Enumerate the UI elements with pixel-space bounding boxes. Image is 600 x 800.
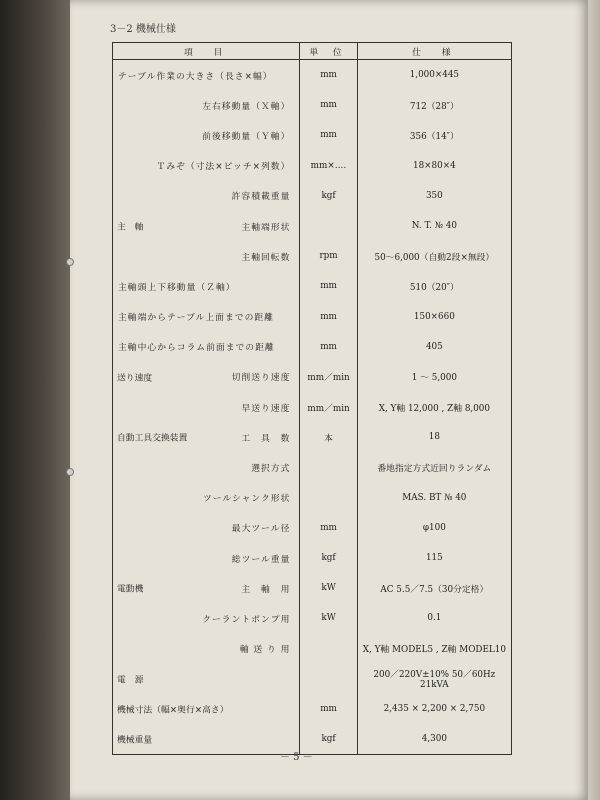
item-cell (113, 543, 300, 573)
spec-cell: 4,300 (421, 734, 447, 745)
column-header-spec: 仕 様 (357, 43, 511, 60)
table-row (113, 120, 512, 150)
unit-cell: mm (300, 60, 357, 91)
unit-cell: kW (300, 573, 357, 603)
binder-ring-icon (66, 258, 74, 266)
table-row (113, 362, 512, 392)
spec-cell: 510（20″） (409, 282, 459, 293)
table-row (113, 452, 512, 482)
table-row (113, 181, 512, 211)
item-label: 主軸端からテーブル上面までの距離 (118, 313, 274, 324)
spec-cell: 405 (425, 341, 443, 352)
spec-cell: 18×80×4 (412, 160, 456, 171)
table-row (113, 60, 512, 91)
item-cell (113, 60, 300, 91)
unit-cell: mm (300, 332, 357, 362)
item-cell (113, 241, 300, 271)
item-label: 早送り速度 (241, 403, 291, 414)
table-row (113, 603, 512, 633)
unit-cell: rpm (300, 241, 357, 271)
item-cell (113, 483, 300, 513)
unit-cell: mm (300, 120, 357, 150)
spec-cell: 350 (425, 190, 443, 201)
item-label: 許容積載重量 (231, 192, 291, 203)
unit-cell: kW (300, 603, 357, 633)
spec-cell: φ100 (422, 522, 446, 533)
spec-cell: 1,000×445 (409, 70, 460, 81)
binding-shadow (0, 0, 70, 800)
unit-cell (300, 211, 357, 241)
item-cell (113, 271, 300, 301)
table-header-row (113, 43, 512, 60)
spec-cell: MAS. BT № 40 (402, 492, 467, 503)
item-label: 軸 送 り 用 (239, 645, 291, 656)
table-row (113, 483, 512, 513)
item-label: 最大ツール径 (231, 524, 291, 535)
unit-cell (300, 483, 357, 513)
machine-spec-table (112, 42, 512, 755)
table-row (113, 332, 512, 362)
item-cell (113, 90, 300, 120)
spec-cell: X, Y軸 12,000 , Z軸 8,000 (378, 403, 491, 414)
unit-cell: mm×‥‥ (300, 151, 357, 181)
item-label: 主 軸 用 (241, 584, 291, 595)
table-row (113, 573, 512, 603)
unit-cell: mm (300, 302, 357, 332)
spec-cell: 18 (428, 432, 440, 443)
item-cell (113, 724, 300, 755)
unit-cell: kgf (300, 543, 357, 573)
table-row (113, 271, 512, 301)
group-label: 機械重量 (117, 735, 153, 746)
spec-cell: 356（14″） (409, 131, 459, 142)
spec-cell: 712（28″） (409, 101, 459, 112)
item-cell (113, 573, 300, 603)
item-cell (113, 392, 300, 422)
unit-cell (300, 664, 357, 694)
item-label: 主軸端形状 (241, 222, 291, 233)
table-row (113, 634, 512, 664)
spec-cell: X, Y軸 MODEL5 , Z軸 MODEL10 (362, 645, 506, 656)
spec-cell: N. T. № 40 (411, 221, 457, 232)
item-label: 工 具 数 (241, 433, 291, 444)
binder-ring-icon (66, 468, 74, 476)
table-row (113, 392, 512, 422)
item-cell (113, 452, 300, 482)
unit-cell: mm (300, 90, 357, 120)
spec-cell: 50～6,000（自動2段×無段） (374, 252, 495, 263)
spec-cell: 番地指定方式近回りランダム (377, 464, 492, 475)
item-cell (113, 513, 300, 543)
unit-cell: kgf (300, 724, 357, 755)
item-cell (113, 634, 300, 664)
unit-cell: kgf (300, 181, 357, 211)
unit-cell: 本 (300, 422, 357, 452)
page-stack-edge (588, 0, 600, 800)
table-row (113, 543, 512, 573)
item-label: 主軸回転数 (241, 252, 291, 263)
item-cell (113, 151, 300, 181)
spec-cell: AC 5.5／7.5（30分定格） (380, 584, 489, 595)
item-label: クーラントポンプ用 (202, 614, 291, 625)
group-label: 自動工具交換装置 (117, 433, 188, 444)
item-label: 総ツール重量 (231, 554, 291, 565)
item-label: 主軸頭上下移動量（Ｚ軸） (118, 282, 236, 293)
item-cell (113, 181, 300, 211)
unit-cell: mm (300, 271, 357, 301)
item-cell (113, 362, 300, 392)
table-row (113, 664, 512, 694)
item-label: 左右移動量（Ｘ軸） (202, 101, 291, 112)
item-cell (113, 302, 300, 332)
item-label: 前後移動量（Ｙ軸） (202, 131, 291, 142)
table-row (113, 241, 512, 271)
column-header-unit: 単 位 (300, 43, 357, 60)
item-label: ツールシャンク形状 (202, 494, 291, 505)
item-label: Ｔみぞ（寸法×ピッチ×列数） (156, 162, 291, 173)
item-cell (113, 694, 300, 724)
page-number: － 5 － (280, 752, 313, 763)
unit-cell: mm (300, 513, 357, 543)
item-label: テーブル作業の大きさ（長さ×幅） (118, 71, 273, 82)
table-row (113, 694, 512, 724)
table-row (113, 151, 512, 181)
group-label: 主 軸 (117, 222, 144, 233)
item-cell (113, 211, 300, 241)
table-row (113, 302, 512, 332)
unit-cell (300, 452, 357, 482)
item-cell (113, 120, 300, 150)
unit-cell (300, 634, 357, 664)
item-label: 選択方式 (251, 464, 291, 475)
group-label: 機械寸法（幅×奥行×高さ） (117, 705, 229, 716)
table-row (113, 90, 512, 120)
spec-cell: 115 (425, 553, 443, 564)
item-cell (113, 422, 300, 452)
table-row (113, 513, 512, 543)
table-row (113, 211, 512, 241)
group-label: 電 源 (117, 675, 144, 686)
table-row (113, 422, 512, 452)
column-header-item: 項 目 (113, 43, 300, 60)
item-label: 切削送り速度 (231, 373, 291, 384)
group-label: 電動機 (117, 584, 144, 595)
section-header: 3－2 機械仕様 (110, 24, 176, 35)
spec-cell: 150×660 (413, 311, 455, 322)
item-label: 主軸中心からコラム前面までの距離 (118, 343, 275, 354)
spec-cell: 0.1 (427, 613, 442, 624)
unit-cell: mm (300, 694, 357, 724)
spec-cell: 2,435 × 2,200 × 2,750 (383, 704, 486, 715)
unit-cell: mm／min (300, 362, 357, 392)
item-cell (113, 332, 300, 362)
spec-cell: 1 ～ 5,000 (411, 373, 457, 384)
item-cell (113, 603, 300, 633)
group-label: 送り速度 (117, 373, 153, 384)
unit-cell: mm／min (300, 392, 357, 422)
spec-cell: 200／220V±10% 50／60Hz 21kVA (373, 670, 496, 691)
item-cell (113, 664, 300, 694)
